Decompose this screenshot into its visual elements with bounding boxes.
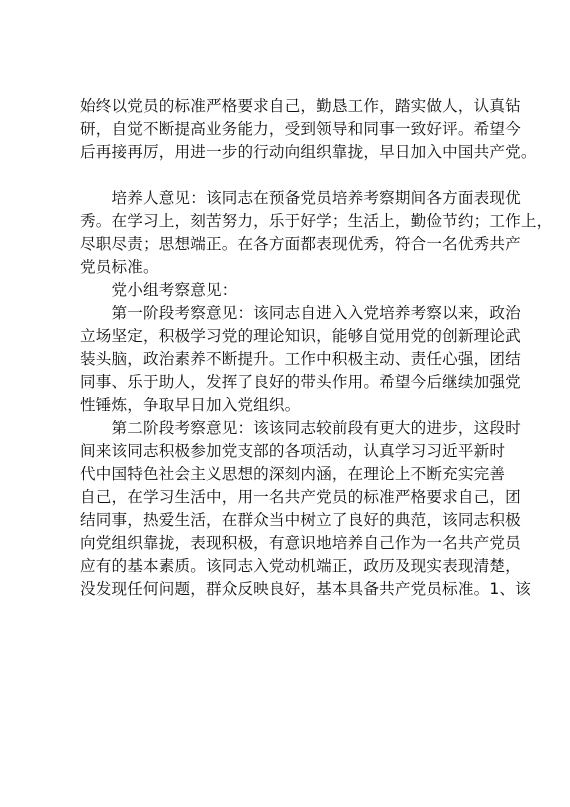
paragraph-trainer-opinion <box>80 187 553 279</box>
document-body <box>80 95 553 601</box>
text-line: 自己，在学习生活中，用一名共产党员的标准严格要求自己，团 <box>80 488 521 506</box>
text-line: 立场坚定，积极学习党的理论知识，能够自觉用党的创新理论武 <box>80 327 521 345</box>
text-line: 研，自觉不断提高业务能力，受到领导和同事一致好评。希望今 <box>80 120 521 138</box>
text-line: 第二阶段考察意见：该该同志较前段有更大的进步，这段时 <box>80 419 521 437</box>
text-line: 尽职尽责；思想端正。在各方面都表现优秀，符合一名优秀共产 <box>80 235 521 253</box>
paragraph-stage-two <box>80 417 531 601</box>
text-line: 向党组织靠拢，表现积极，有意识地培养自己作为一名共产党员 <box>80 534 521 552</box>
text-line: 培养人意见：该同志在预备党员培养考察期间各方面表现优 <box>80 189 521 207</box>
paragraph-stage-one <box>80 302 521 417</box>
text-line: 代中国特色社会主义思想的深刻内涵，在理论上不断充实完善 <box>80 465 506 483</box>
text-line: 始终以党员的标准严格要求自己，勤恳工作，踏实做人，认真钻 <box>80 97 521 115</box>
paragraph-party-group-heading <box>80 279 500 302</box>
text-line: 性锤炼，争取早日加入党组织。 <box>80 396 301 414</box>
paragraph-spacer <box>80 164 500 187</box>
text-line: 第一阶段考察意见：该同志自进入入党培养考察以来，政治 <box>80 304 521 322</box>
text-line: 应有的基本素质。该同志入党动机端正，政历及现实表现清楚， <box>80 557 521 575</box>
text-line: 党员标准。 <box>80 258 159 276</box>
paragraph-intro <box>80 95 537 164</box>
text-line: 结同事，热爱生活，在群众当中树立了良好的典范，该同志积极 <box>80 511 521 529</box>
text-line: 后再接再厉，用进一步的行动向组织靠拢，早日加入中国共产党。 <box>80 143 537 161</box>
section-heading: 党小组考察意见： <box>80 281 238 299</box>
text-line: 没发现任何问题，群众反映良好，基本具备共产党员标准。1、该 <box>80 580 531 598</box>
text-line: 同事、乐于助人，发挥了良好的带头作用。希望今后继续加强党 <box>80 373 521 391</box>
text-line: 秀。在学习上，刻苦努力，乐于好学；生活上，勤俭节约；工作上， <box>80 212 553 230</box>
text-line: 装头脑，政治素养不断提升。工作中积极主动、责任心强，团结 <box>80 350 521 368</box>
text-line: 间来该同志积极参加党支部的各项活动，认真学习习近平新时 <box>80 442 506 460</box>
